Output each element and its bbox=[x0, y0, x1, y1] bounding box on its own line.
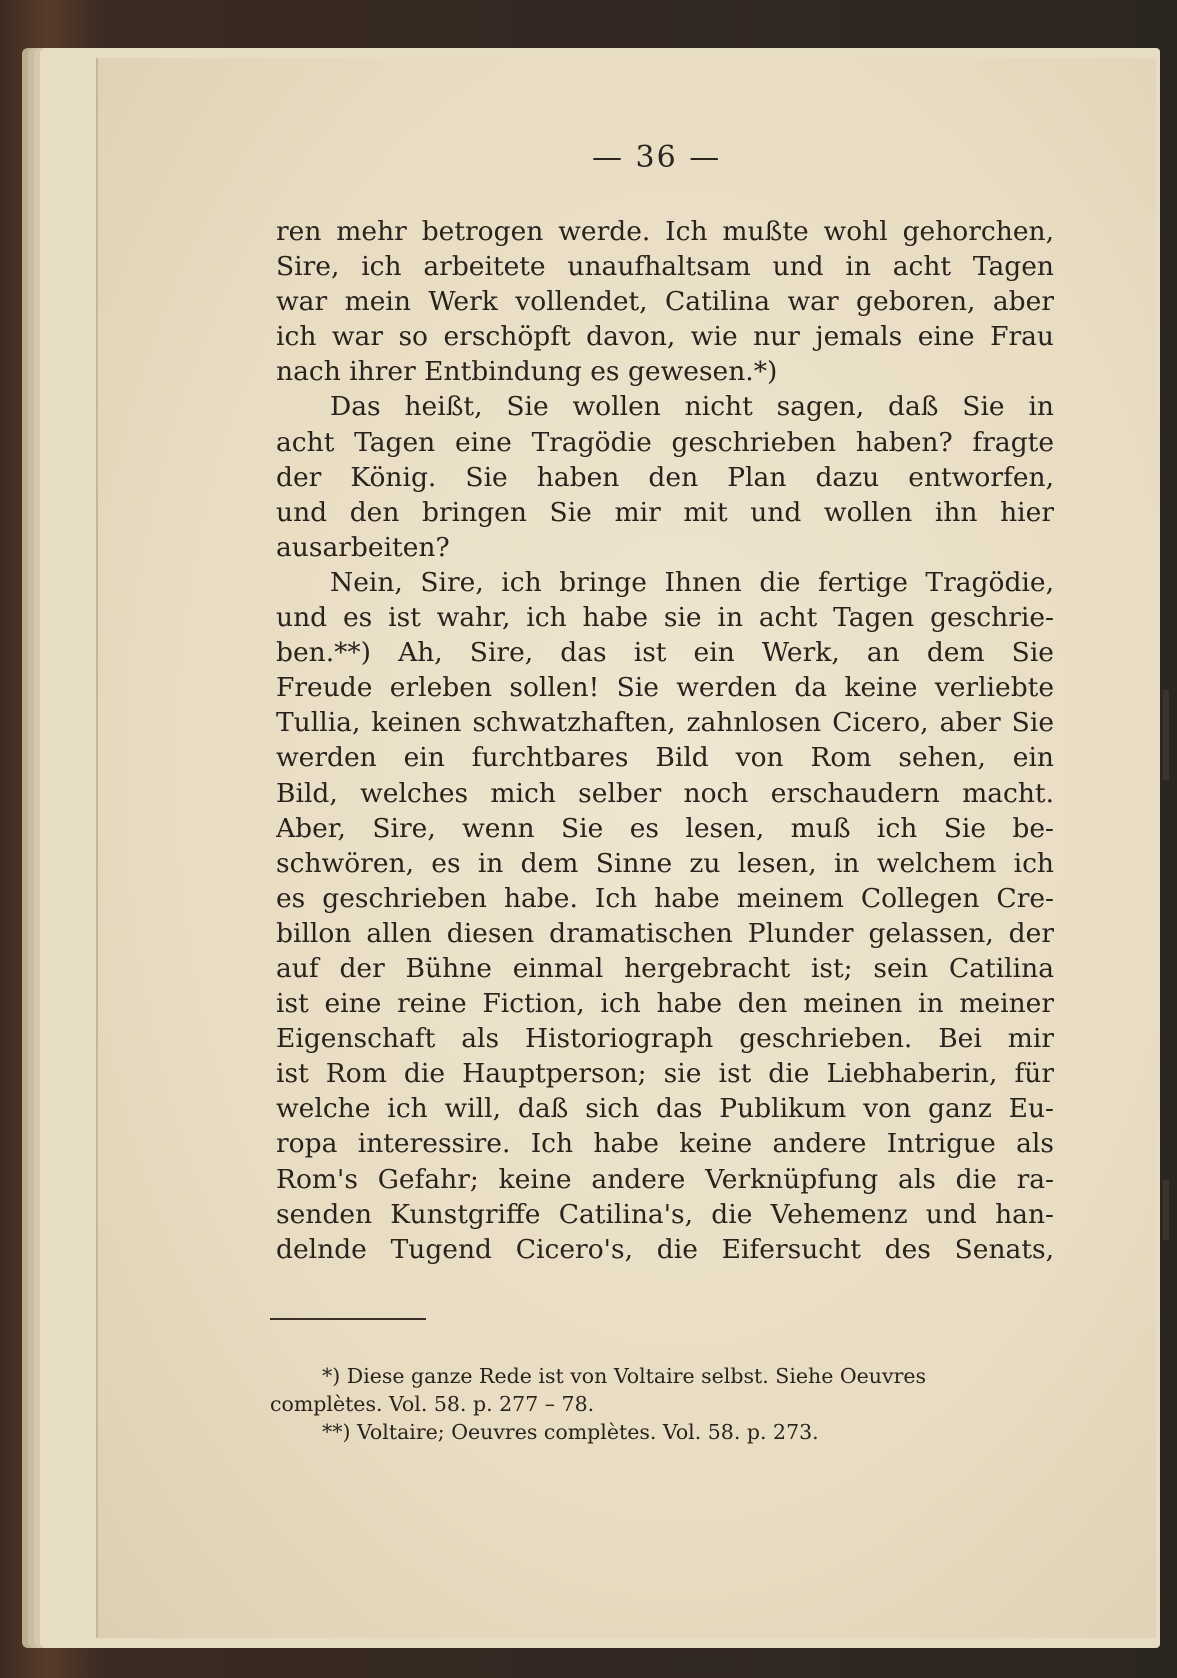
footnote-rule bbox=[270, 1318, 426, 1320]
text-line: Nein, Sire, ich bringe Ihnen die fertige Tragödie, bbox=[330, 566, 1054, 598]
footnotes bbox=[270, 1362, 1060, 1446]
text-line: ausarbeiten? bbox=[276, 531, 450, 563]
text-line: Rom's Gefahr; keine andere Verknüpfung als die ra- bbox=[276, 1163, 1054, 1195]
text-line: welche ich will, daß sich das Publikum von ganz Eu- bbox=[276, 1093, 1054, 1125]
text-line: und den bringen Sie mir mit und wollen ihn hier bbox=[276, 496, 1054, 528]
page-edge-mark bbox=[1163, 1180, 1169, 1240]
footnote-1-continued: complètes. Vol. 58. p. 277 – 78. bbox=[270, 1392, 595, 1416]
text-line: schwören, es in dem Sinne zu lesen, in welchem ich bbox=[276, 847, 1054, 879]
text-line: ist eine reine Fiction, ich habe den meinen in meiner bbox=[276, 988, 1054, 1020]
text-line: Aber, Sire, wenn Sie es lesen, muß ich Sie be- bbox=[276, 812, 1054, 844]
text-line: Freude erleben sollen! Sie werden da keine verliebte bbox=[276, 672, 1054, 704]
text-line: Sire, ich arbeitete unaufhaltsam und in acht Tagen bbox=[276, 251, 1054, 283]
text-line: Das heißt, Sie wollen nicht sagen, daß Sie in bbox=[330, 391, 1054, 423]
page-number: — 36 — bbox=[592, 140, 722, 175]
text-line: delnde Tugend Cicero's, die Eifersucht des Senats, bbox=[276, 1233, 1054, 1265]
text-line: ich war so erschöpft davon, wie nur jemals eine Frau bbox=[276, 321, 1054, 353]
text-line: Eigenschaft als Historiograph geschrieben. Bei mir bbox=[276, 1023, 1054, 1055]
text-line: Bild, welches mich selber noch erschaudern macht. bbox=[276, 777, 1054, 809]
text-line: der König. Sie haben den Plan dazu entworfen, bbox=[276, 461, 1054, 493]
text-line: ren mehr betrogen werde. Ich mußte wohl gehorchen, bbox=[276, 216, 1054, 247]
text-line: es geschrieben habe. Ich habe meinem Collegen Cre- bbox=[276, 882, 1054, 914]
text-line: nach ihrer Entbindung es gewesen.*) bbox=[276, 356, 778, 388]
text-line: senden Kunstgriffe Catilina's, die Vehemenz und han- bbox=[276, 1198, 1054, 1230]
text-line: werden ein furchtbares Bild von Rom sehen, ein bbox=[276, 742, 1054, 774]
text-line: und es ist wahr, ich habe sie in acht Tagen geschrie- bbox=[276, 602, 1054, 634]
body-text bbox=[276, 214, 1054, 1267]
text-line: ropa interessire. Ich habe keine andere Intrigue als bbox=[276, 1128, 1054, 1160]
text-line: billon allen diesen dramatischen Plunder gelassen, der bbox=[276, 917, 1054, 949]
text-line: ist Rom die Hauptperson; sie ist die Liebhaberin, für bbox=[276, 1058, 1054, 1090]
footnote-1: *) Diese ganze Rede ist von Voltaire selbst. Siehe Oeuvres bbox=[322, 1364, 927, 1388]
text-line: auf der Bühne einmal hergebracht ist; sein Catilina bbox=[276, 952, 1054, 984]
page-edge-mark bbox=[1163, 690, 1169, 780]
text-line: acht Tagen eine Tragödie geschrieben haben? fragte bbox=[276, 426, 1054, 458]
text-line: ben.**) Ah, Sire, das ist ein Werk, an dem Sie bbox=[276, 637, 1054, 669]
text-line: war mein Werk vollendet, Catilina war geboren, aber bbox=[276, 286, 1054, 318]
footnote-2: **) Voltaire; Oeuvres complètes. Vol. 58. p. 273. bbox=[322, 1420, 819, 1444]
text-line: Tullia, keinen schwatzhaften, zahnlosen Cicero, aber Sie bbox=[276, 707, 1054, 739]
